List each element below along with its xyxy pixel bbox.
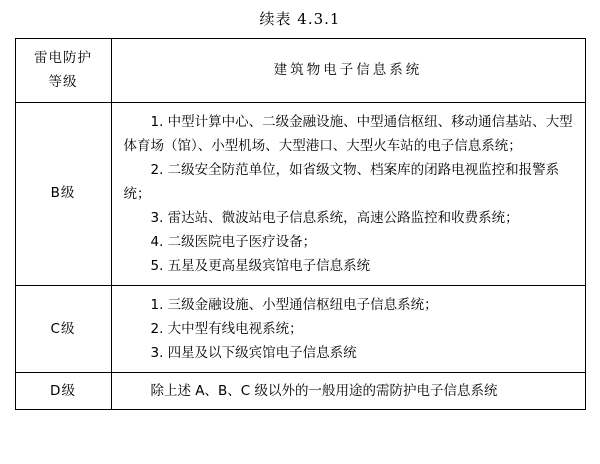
list-item: 1. 中型计算中心、二级金融设施、中型通信枢纽、移动通信基站、大型体育场（馆）、小型机场、大型港口、大型火车站的电子信息系统； bbox=[123, 114, 573, 155]
list-item: 2. 二级安全防范单位，如省级文物、档案库的闭路电视监控和报警系统； bbox=[123, 162, 560, 203]
list-item: 3. 四星及以下级宾馆电子信息系统 bbox=[150, 345, 357, 362]
table-row bbox=[15, 286, 585, 373]
page-title: 续表 4.3.1 bbox=[259, 10, 341, 28]
list-item: 除上述 A、B、C 级以外的一般用途的需防护电子信息系统 bbox=[150, 383, 498, 400]
header-cell-system: 建筑物电子信息系统 bbox=[111, 39, 585, 103]
grade-cell-c: C级 bbox=[15, 286, 111, 373]
grade-cell-d: D级 bbox=[15, 373, 111, 410]
list-item: 3. 雷达站、微波站电子信息系统，高速公路监控和收费系统； bbox=[150, 210, 519, 227]
lightning-protection-table bbox=[15, 38, 586, 410]
system-list-c bbox=[111, 286, 585, 373]
system-list-d bbox=[111, 373, 585, 410]
header-grade-line1: 雷电防护 bbox=[34, 50, 92, 66]
grade-cell-b: B级 bbox=[15, 103, 111, 286]
header-grade-line2: 等级 bbox=[48, 73, 78, 90]
list-item: 5. 五星及更高星级宾馆电子信息系统 bbox=[150, 258, 371, 275]
header-cell-grade bbox=[15, 39, 111, 103]
list-item: 1. 三级金融设施、小型通信枢纽电子信息系统； bbox=[150, 297, 438, 314]
table-header-row bbox=[15, 39, 585, 103]
table-row bbox=[15, 373, 585, 410]
list-item: 4. 二级医院电子医疗设备； bbox=[150, 234, 317, 251]
list-item: 2. 大中型有线电视系统； bbox=[150, 321, 303, 338]
system-list-b bbox=[111, 103, 585, 286]
table-row bbox=[15, 103, 585, 286]
